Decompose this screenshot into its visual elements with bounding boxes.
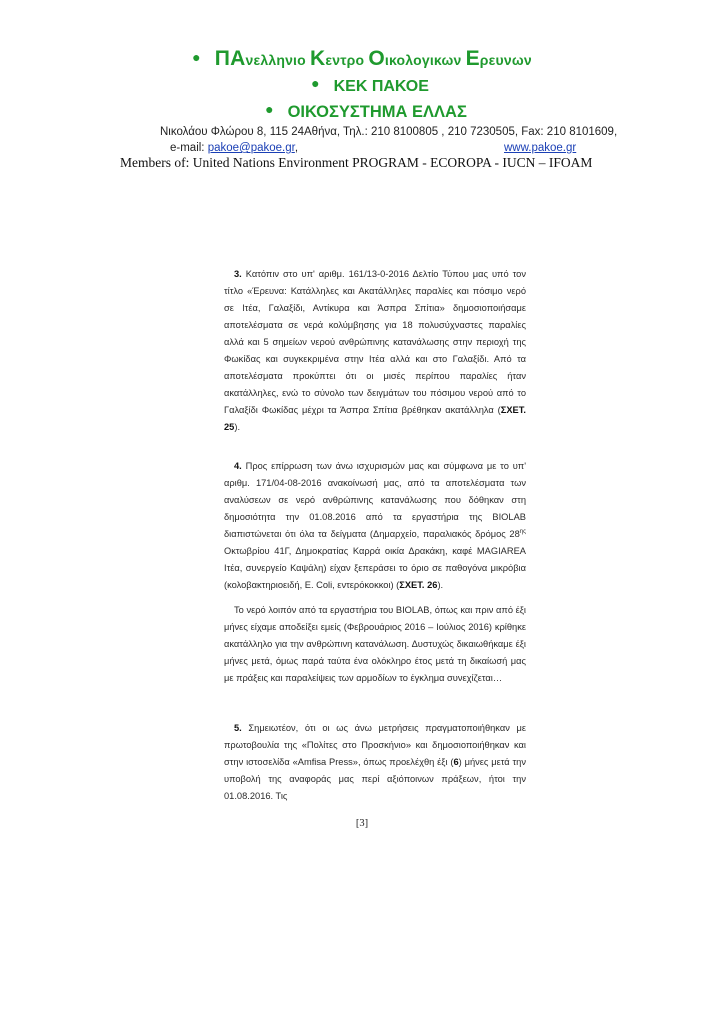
organization-network: ● ΟΙΚΟΣΥΣΤΗΜΑ ΕΛΛΑΣ bbox=[265, 101, 467, 121]
contact-line: e-mail: pakoe@pakoe.gr, www.pakoe.gr bbox=[170, 142, 577, 154]
bullet-icon: ● bbox=[311, 75, 320, 91]
page-number: [3] bbox=[355, 818, 369, 829]
organization-subtitle: ● ΚΕΚ ΠΑΚΟΕ bbox=[311, 75, 429, 95]
reference-label: ΣΧΕΤ. 26 bbox=[399, 580, 438, 590]
memberships-line: Members of: United Nations Environment PROGRAM - ECOROPA - IUCN – IFOAM bbox=[120, 155, 593, 170]
website-link[interactable]: www.pakoe.gr bbox=[504, 142, 577, 154]
paragraph-water: Το νερό λοιπόν από τα εργαστήρια του BIOLAB, όπως και πριν από έξι μήνες είχαμε αποδείξει εμείς (Φεβρουάριος 2016 – Ιούλιος 2016) κρίθηκε ακατάλληλο για την ανθρώπινη κατανάλωση. Δυστυχώς δικαιωθήκαμε έξι μήνες μετά, όμως παρά ταύτα ένα ολόκληρο έτος μετά τη δικαίωσή μας με πράξεις και παραλείψεις των αρμοδίων το έγκλημα συνεχίζεται… bbox=[224, 605, 526, 683]
paragraph-number: 3. bbox=[234, 269, 242, 279]
paragraph-4: 4. Προς επίρρωση των άνω ισχυρισμών μας και σύμφωνα με το υπ' αριθμ. 171/04-08-2016 ανακοίνωσή μας, από τα αποτελέσματα των αναλύσεων σε νερό ανθρώπινης κατανάλωσης που δόθηκαν στη δημοσιότητα την 01.08.2016 από τα εργαστήρια της BIOLAB διαπιστώνεται ότι όλα τα δείγματα (Δημαρχείο, παραλιακός δρόμος $28^{\eta\varsigma}$ Οκτωβρίου 41Γ, Δημοκρατίας Καρρά οικία Δρακάκη, καφέ MAGIAREA Ιτέα, συνεργείο Καψάλη) είχαν ξεπεράσει το όριο σε παθογόνα μικρόβια (κολοβακτηριοειδή, E. Coli, εντερόκοκκοι) (ΣΧΕΤ. 26). bbox=[224, 461, 526, 590]
paragraph-5: 5. Σημειωτέον, ότι οι ως άνω μετρήσεις πραγματοποιήθηκαν με πρωτοβουλία της «Πολίτες στο Προσκήνιο» και δημοσιοποιήθηκαν και στην ιστοσελίδα «Amfisa Press», όπως προελέχθη έξι (6) μήνες μετά την υποβολή της αναφοράς μας περί αξιόποινων πράξεων, ήτοι την 01.08.2016. Τις bbox=[224, 723, 526, 801]
reference-label: ΣΧΕΤ. 25 bbox=[224, 405, 526, 432]
email-link[interactable]: pakoe@pakoe.gr bbox=[207, 142, 295, 154]
paragraph-number: 5. bbox=[234, 723, 242, 733]
paragraph-number: 4. bbox=[234, 461, 242, 471]
organization-title: ● ΠΑνελληνιο Κεντρο Οικολογικων Ερευνων bbox=[192, 47, 532, 70]
bullet-icon: ● bbox=[265, 101, 274, 117]
bullet-icon: ● bbox=[192, 49, 201, 65]
address-line: Νικολάου Φλώρου 8, 115 24Αθήνα, Τηλ.: 210 8100805 , 210 7230505, Fax: 210 8101609, bbox=[160, 126, 618, 138]
paragraph-3: 3. Κατόπιν στο υπ' αριθμ. 161/13-0-2016 Δελτίο Τύπου μας υπό τον τίτλο «Έρευνα: Κατάλληλες και Ακατάλληλες παραλίες και πόσιμο νερό σε Ιτέα, Γαλαξίδι, Αντίκυρα και Άσπρα Σπίτια» δημοσιοποιήσαμε αποτελέσματα σε νερά κολύμβησης για 18 πολυσύχναστες παραλίες αλλά και 5 σημείων νερού ανθρώπινης κατανάλωσης στην περιοχή της Φωκίδας και συγκεκριμένα στην Ιτέα αλλά και στο Γαλαξίδι. Από τα αποτελέσματα προκύπτει ότι οι μισές περίπου παραλίες ήταν ακατάλληλες, ενώ το σύνολο των δειγμάτων του πόσιμου νερού από το Γαλαξίδι Φωκίδας μέχρι τα Άσπρα Σπίτια βρέθηκαν ακατάλληλα (ΣΧΕΤ. 25). bbox=[224, 269, 526, 432]
